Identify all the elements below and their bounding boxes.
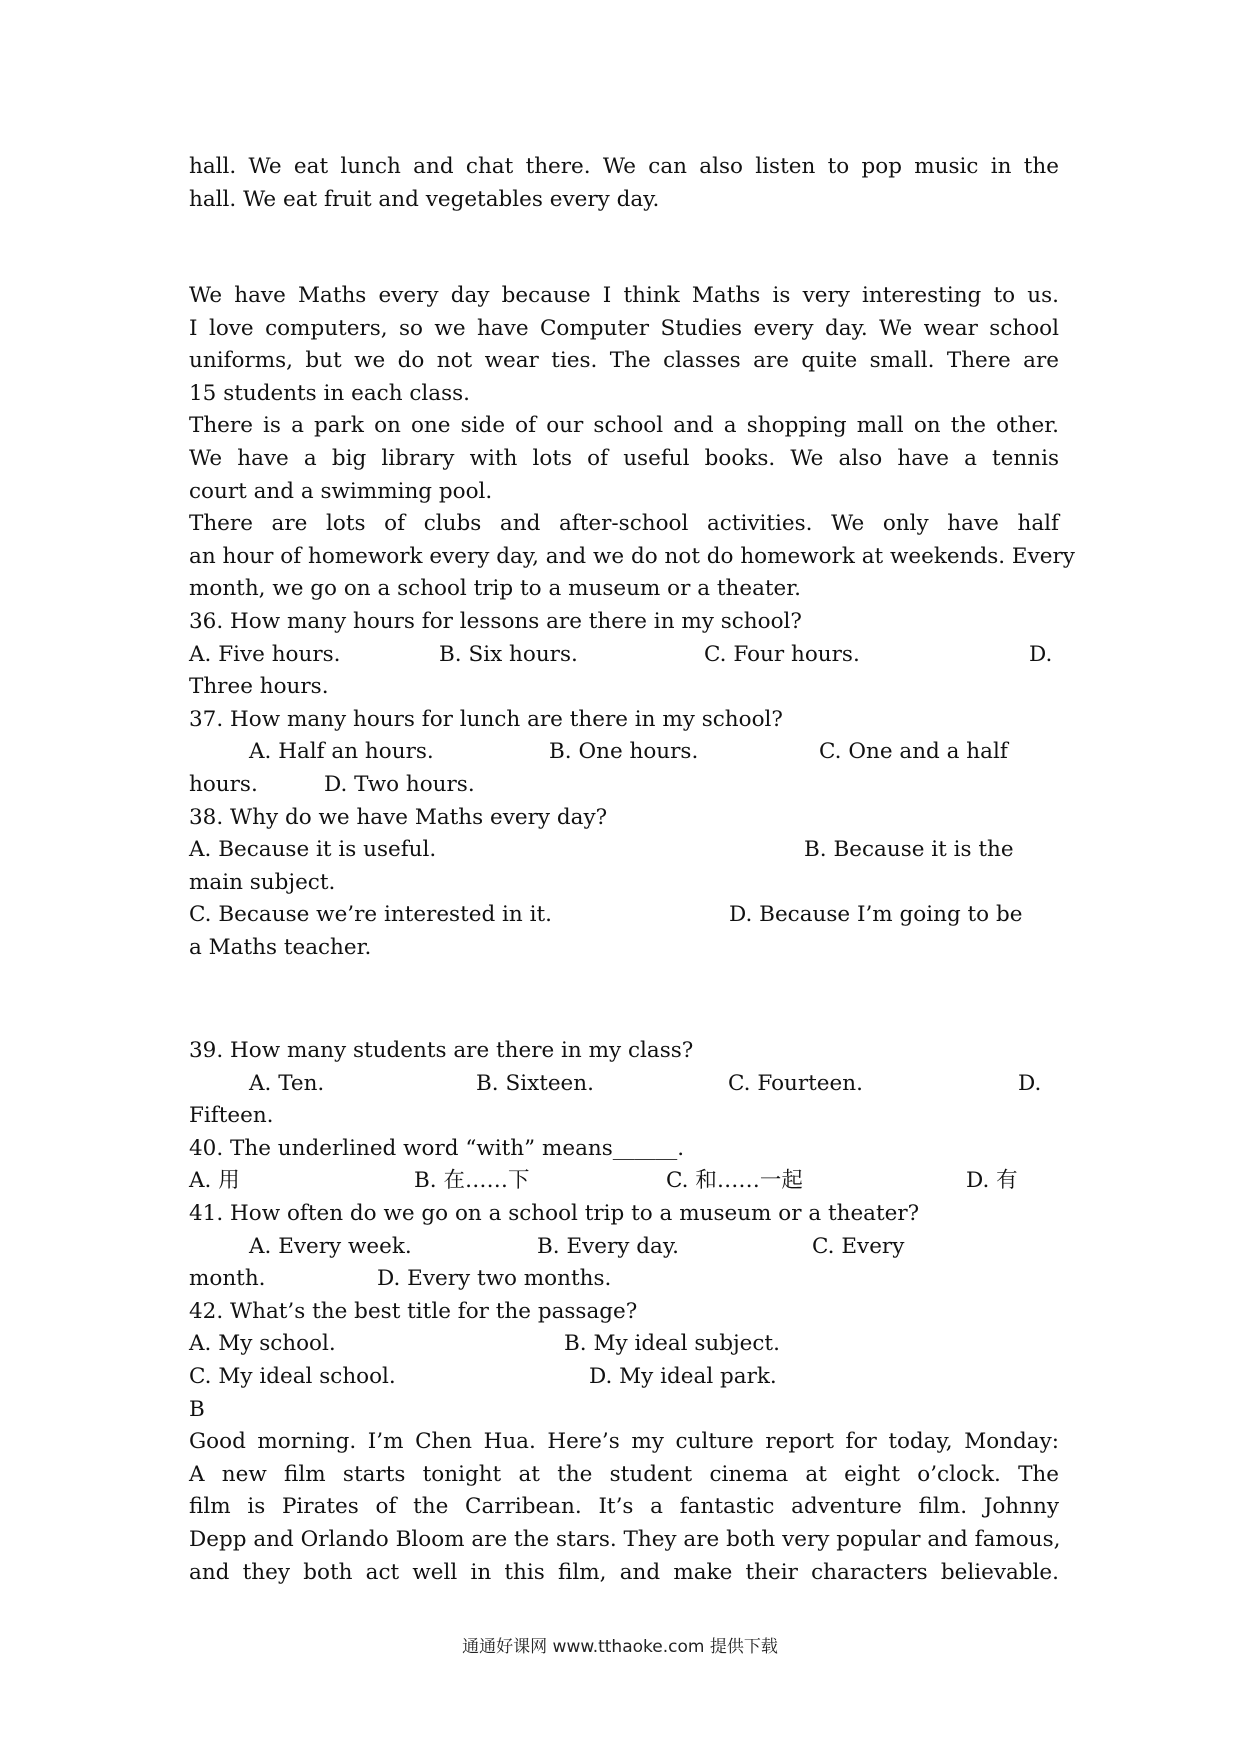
question-37-options [189,736,1059,769]
passage-line: and they both act well in this film, and make their characters believable. [189,1559,1059,1585]
passage-line: There is a park on one side of our school and a shopping mall on the other. [189,413,1059,439]
question-41: 41. How often do we go on a school trip to a museum or a theater? [189,1200,920,1226]
question-42-options [189,1328,1059,1361]
option-b-wrap: main subject. [189,869,336,895]
question-38-options-2 [189,899,1059,932]
question-36: 36. How many hours for lessons are there in my school? [189,608,802,634]
option-c-wrap: month. [189,1266,266,1292]
question-38: 38. Why do we have Maths every day? [189,804,608,830]
option-c: C. 和……一起 [666,1168,803,1194]
passage-line: I love computers, so we have Computer Studies every day. We wear school [189,315,1059,341]
question-41-options [189,1231,1059,1264]
question-39: 39. How many students are there in my class? [189,1038,694,1063]
option-a: A. Ten. [249,1070,325,1096]
passage-line: There are lots of clubs and after-school activities. We only have half [189,511,1059,537]
option-a: A. Every week. [249,1233,412,1259]
option-c: C. My ideal school. [189,1363,396,1389]
option-d: D. 有 [966,1168,1018,1194]
page-footer: 通通好课网 www.tthaoke.com 提供下载 [462,1637,778,1657]
option-c: C. Four hours. [704,641,860,667]
option-b: B. One hours. [549,739,699,765]
option-d: D. My ideal park. [589,1363,777,1389]
option-d: D. [1029,641,1053,667]
passage-line: We have a big library with lots of useful books. We also have a tennis [189,445,1059,471]
passage-line: an hour of homework every day, and we do not do homework at weekends. Every [189,543,1075,569]
question-39-options [189,1068,1059,1101]
option-b: B. Because it is the [804,837,1014,863]
passage-line: Good morning. I’m Chen Hua. Here’s my culture report for today, Monday: [189,1429,1059,1455]
option-d-wrap: Three hours. [189,674,329,700]
question-36-options [189,639,1059,672]
option-c: C. Fourteen. [728,1070,863,1096]
option-a: A. Half an hours. [249,739,434,765]
option-d-wrap: Fifteen. [189,1103,274,1129]
passage-line: month, we go on a school trip to a museum or a theater. [189,576,802,602]
question-37: 37. How many hours for lunch are there in my school? [189,706,783,732]
option-c: C. Every [812,1233,905,1259]
passage-line: 15 students in each class. [189,380,471,406]
passage-line: Depp and Orlando Bloom are the stars. They are both very popular and famous, [189,1526,1061,1552]
option-d: D. Every two months. [377,1266,612,1292]
option-b: B. 在……下 [414,1168,530,1194]
option-b: B. Sixteen. [476,1070,594,1096]
option-b: B. Every day. [537,1233,679,1259]
question-42: 42. What’s the best title for the passage? [189,1298,638,1324]
option-d: D. Two hours. [324,771,475,797]
option-a: A. Because it is useful. [189,837,437,863]
section-b-label: B [189,1396,205,1422]
question-41-options-wrap [189,1263,1059,1296]
option-b: B. My ideal subject. [564,1331,780,1357]
option-d: D. Because I’m going to be [729,902,1023,928]
question-38-options [189,834,1059,867]
option-a: A. 用 [189,1168,240,1194]
passage-line: court and a swimming pool. [189,478,493,504]
question-40-options [189,1165,1059,1198]
option-a: A. My school. [189,1331,336,1357]
question-42-options-2 [189,1361,1059,1394]
passage-line: uniforms, but we do not wear ties. The classes are quite small. There are [189,348,1059,374]
option-c: C. Because we’re interested in it. [189,902,552,928]
passage-line: hall. We eat fruit and vegetables every day. [189,186,660,212]
option-b: B. Six hours. [439,641,578,667]
passage-a-body [189,280,1075,964]
option-a: A. Five hours. [189,641,341,667]
passage-line: film is Pirates of the Carribean. It’s a fantastic adventure film. Johnny [189,1494,1059,1520]
option-c: C. One and a half [819,739,1008,765]
option-c-wrap: hours. [189,771,258,797]
passage-line: hall. We eat lunch and chat there. We can also listen to pop music in the [189,154,1059,179]
questions-39-42 [189,1035,1059,1589]
passage-a-top [189,151,1059,216]
passage-line: We have Maths every day because I think Maths is very interesting to us. [189,283,1059,308]
question-40: 40. The underlined word “with” means______. [189,1135,685,1161]
option-d: D. [1018,1070,1042,1096]
passage-line: A new film starts tonight at the student cinema at eight o’clock. The [189,1461,1059,1487]
question-37-options-wrap [189,769,1059,802]
option-d-wrap: a Maths teacher. [189,934,372,960]
